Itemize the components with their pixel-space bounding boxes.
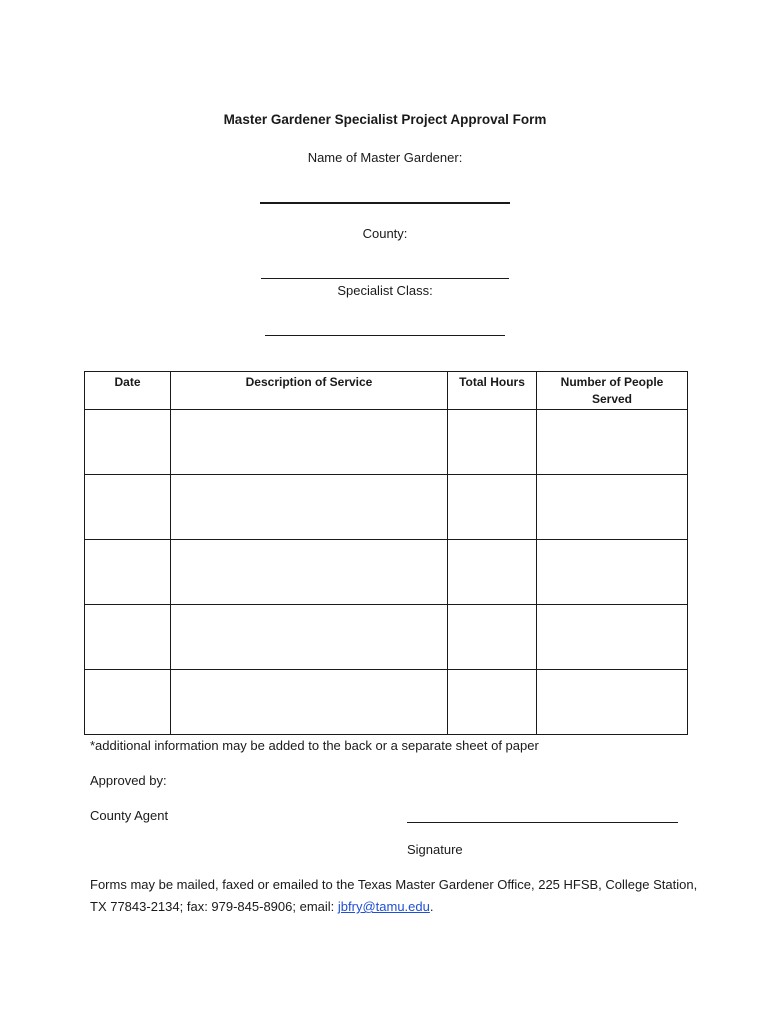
county-agent-label: County Agent: [90, 808, 169, 823]
description-cell[interactable]: [171, 410, 448, 475]
name-label: Name of Master Gardener:: [307, 150, 463, 165]
total-hours-header: Total Hours: [448, 372, 537, 410]
signature-line[interactable]: [407, 822, 678, 823]
signature-label: Signature: [407, 842, 463, 857]
table-row: [85, 540, 688, 605]
specialist-class-field-line[interactable]: [265, 335, 505, 336]
date-cell[interactable]: [85, 475, 171, 540]
people-served-header: Number of People Served: [537, 372, 688, 410]
total-hours-cell[interactable]: [448, 670, 537, 735]
instructions-text: Forms may be mailed, faxed or emailed to the Texas Master Gardener Office, 225 HFSB, College Station, TX 77843-2134; fax: 979-845-8906; email:: [90, 877, 698, 914]
total-hours-cell[interactable]: [448, 475, 537, 540]
page-title: Master Gardener Specialist Project Approval Form: [223, 112, 547, 127]
date-cell[interactable]: [85, 605, 171, 670]
people-served-cell[interactable]: [537, 410, 688, 475]
email-link[interactable]: jbfry@tamu.edu: [337, 899, 430, 914]
description-cell[interactable]: [171, 670, 448, 735]
county-label: County:: [362, 226, 408, 241]
description-header: Description of Service: [171, 372, 448, 410]
people-served-cell[interactable]: [537, 670, 688, 735]
description-cell[interactable]: [171, 475, 448, 540]
instructions-period: .: [429, 899, 434, 914]
specialist-class-label: Specialist Class:: [337, 283, 433, 298]
county-field-line[interactable]: [261, 278, 509, 279]
table-header-row: [85, 372, 688, 410]
additional-info-note: *additional information may be added to the back or a separate sheet of paper: [90, 738, 539, 753]
table-row: [85, 670, 688, 735]
people-served-cell[interactable]: [537, 475, 688, 540]
date-cell[interactable]: [85, 410, 171, 475]
description-cell[interactable]: [171, 605, 448, 670]
service-table: [84, 371, 688, 735]
date-header: Date: [85, 372, 171, 410]
people-served-cell[interactable]: [537, 605, 688, 670]
table-row: [85, 605, 688, 670]
approved-by-label: Approved by:: [90, 773, 167, 788]
people-served-cell[interactable]: [537, 540, 688, 605]
total-hours-cell[interactable]: [448, 540, 537, 605]
total-hours-cell[interactable]: [448, 605, 537, 670]
total-hours-cell[interactable]: [448, 410, 537, 475]
table-row: [85, 475, 688, 540]
description-cell[interactable]: [171, 540, 448, 605]
date-cell[interactable]: [85, 670, 171, 735]
table-row: [85, 410, 688, 475]
name-field-line[interactable]: [260, 202, 510, 204]
submission-instructions: [90, 874, 700, 918]
date-cell[interactable]: [85, 540, 171, 605]
